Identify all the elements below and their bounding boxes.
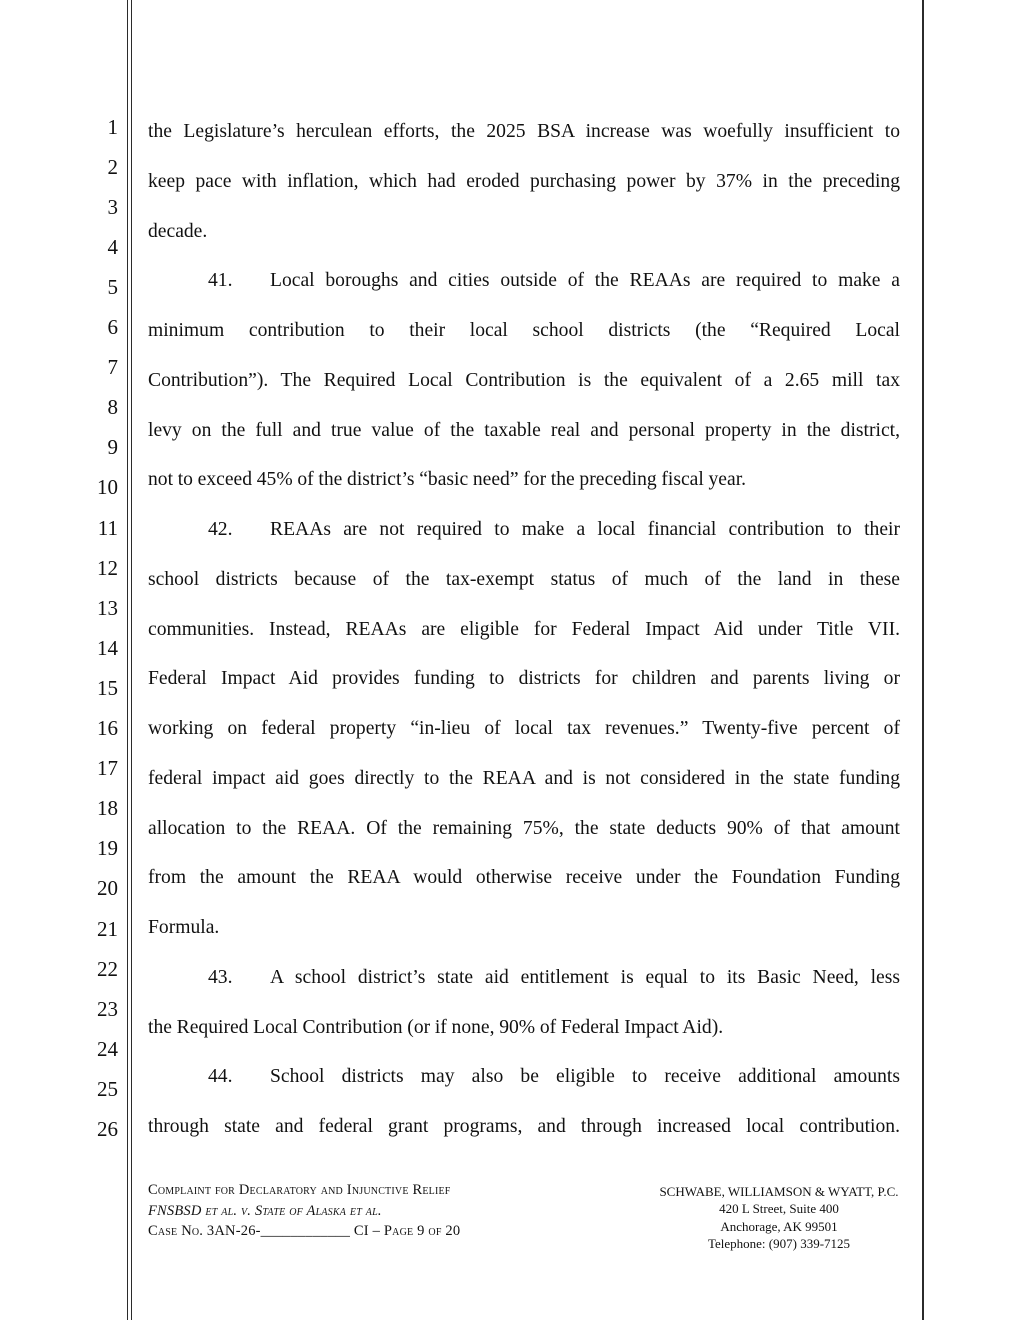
body-line xyxy=(148,555,900,605)
line-number: 19 xyxy=(97,836,118,861)
body-line xyxy=(148,207,900,257)
line-number: 6 xyxy=(107,315,118,339)
body-line xyxy=(148,157,900,207)
body-line xyxy=(148,1003,900,1053)
line-number: 12 xyxy=(97,555,118,580)
line-number: 21 xyxy=(97,916,118,941)
line-number-column xyxy=(60,0,118,1320)
footer-case-caption: FNSBSD et al. v. State of Alaska et al. xyxy=(148,1202,382,1219)
line-number: 22 xyxy=(97,956,118,981)
footer-case-number: Case No. 3AN-26-____________ CI – Page 9 of 20 xyxy=(148,1223,461,1240)
line-number: 10 xyxy=(97,475,118,500)
line-number: 3 xyxy=(107,194,118,219)
footer-firm-phone: Telephone: (907) 339-7125 xyxy=(707,1236,851,1252)
body-line-text: federal impact aid goes directly to the REAA and is not considered in the state funding xyxy=(148,767,900,789)
right-margin-rule xyxy=(922,0,924,1320)
line-number: 11 xyxy=(97,515,118,540)
body-line xyxy=(148,256,900,306)
line-number: 5 xyxy=(107,274,118,299)
body-line xyxy=(148,754,900,804)
footer-firm-info xyxy=(639,1183,919,1253)
body-line xyxy=(148,306,900,356)
line-number: 9 xyxy=(107,435,118,460)
body-line xyxy=(148,1102,900,1152)
line-number: 24 xyxy=(97,1036,118,1061)
line-number: 13 xyxy=(97,595,118,620)
body-line xyxy=(148,1052,900,1102)
left-margin-double-rule xyxy=(127,0,132,1320)
body-line-text: the Required Local Contribution (or if none, 90% of Federal Impact Aid). xyxy=(148,1016,724,1038)
line-number: 8 xyxy=(107,395,118,420)
body-line-text: from the amount the REAA would otherwise receive under the Foundation Funding xyxy=(148,867,900,889)
body-line xyxy=(148,804,900,854)
body-line xyxy=(148,704,900,754)
body-line xyxy=(148,406,900,456)
body-line-text: levy on the full and true value of the taxable real and personal property in the district, xyxy=(148,419,900,441)
line-number: 26 xyxy=(97,1117,118,1141)
body-line xyxy=(148,605,900,655)
body-line-text: decade. xyxy=(148,220,208,242)
body-line xyxy=(148,356,900,406)
line-number: 15 xyxy=(97,675,118,700)
body-line xyxy=(148,455,900,505)
body-line-text: keep pace with inflation, which had eroded purchasing power by 37% in the preceding xyxy=(148,170,900,192)
body-line xyxy=(148,853,900,903)
body-line-text: allocation to the REAA. Of the remaining 75%, the state deducts 90% of that amount xyxy=(148,817,900,839)
footer-case-info xyxy=(148,1180,618,1242)
body-line-text: Federal Impact Aid provides funding to districts for children and parents living or xyxy=(148,668,900,690)
body-line-text: through state and federal grant programs, and through increased local contribution. xyxy=(148,1116,900,1137)
body-line-text: not to exceed 45% of the district’s “basic need” for the preceding fiscal year. xyxy=(148,469,747,491)
line-number: 23 xyxy=(97,996,118,1021)
line-number: 25 xyxy=(97,1076,118,1101)
footer-firm-address-city: Anchorage, AK 99501 xyxy=(720,1218,838,1234)
body-line-text: REAAs are not required to make a local financial contribution to their xyxy=(270,519,900,540)
body-line-text: Contribution”). The Required Local Contribution is the equivalent of a 2.65 mill tax xyxy=(148,369,900,391)
line-number: 17 xyxy=(97,756,118,781)
body-line-text: School districts may also be eligible to receive additional amounts xyxy=(270,1066,900,1088)
line-number: 14 xyxy=(97,635,118,660)
body-line-text: school districts because of the tax-exempt status of much of the land in these xyxy=(148,568,900,590)
paragraph-number: 44. xyxy=(208,1066,233,1088)
line-number: 1 xyxy=(107,114,118,139)
paragraph-number: 43. xyxy=(208,966,233,988)
line-number: 4 xyxy=(107,234,118,259)
document-body xyxy=(148,107,900,1152)
footer-firm-name: SCHWABE, WILLIAMSON & WYATT, P.C. xyxy=(659,1184,899,1199)
body-line-text: Formula. xyxy=(148,917,220,938)
body-line-text: the Legislature’s herculean efforts, the 2025 BSA increase was woefully insufficient to xyxy=(148,121,900,142)
paragraph-number: 42. xyxy=(208,519,233,540)
body-line xyxy=(148,505,900,555)
body-line-text: minimum contribution to their local school districts (the “Required Local xyxy=(148,320,900,341)
line-number: 2 xyxy=(107,154,118,179)
body-line xyxy=(148,903,900,953)
body-line-text: A school district’s state aid entitlement is equal to its Basic Need, less xyxy=(270,966,900,988)
footer-firm-address-street: 420 L Street, Suite 400 xyxy=(719,1201,839,1217)
paragraph-number: 41. xyxy=(208,270,233,292)
body-line-text: working on federal property “in-lieu of local tax revenues.” Twenty-five percent of xyxy=(148,718,900,739)
body-line xyxy=(148,953,900,1003)
line-number: 7 xyxy=(107,355,118,380)
body-line-text: Local boroughs and cities outside of the REAAs are required to make a xyxy=(270,270,900,292)
body-line xyxy=(148,107,900,157)
body-line-text: communities. Instead, REAAs are eligible for Federal Impact Aid under Title VII. xyxy=(148,618,900,640)
line-number: 20 xyxy=(97,876,118,901)
footer-document-title: Complaint for Declaratory and Injunctive Relief xyxy=(148,1182,451,1198)
line-number: 16 xyxy=(97,716,118,740)
line-number: 18 xyxy=(97,796,118,821)
body-line xyxy=(148,654,900,704)
